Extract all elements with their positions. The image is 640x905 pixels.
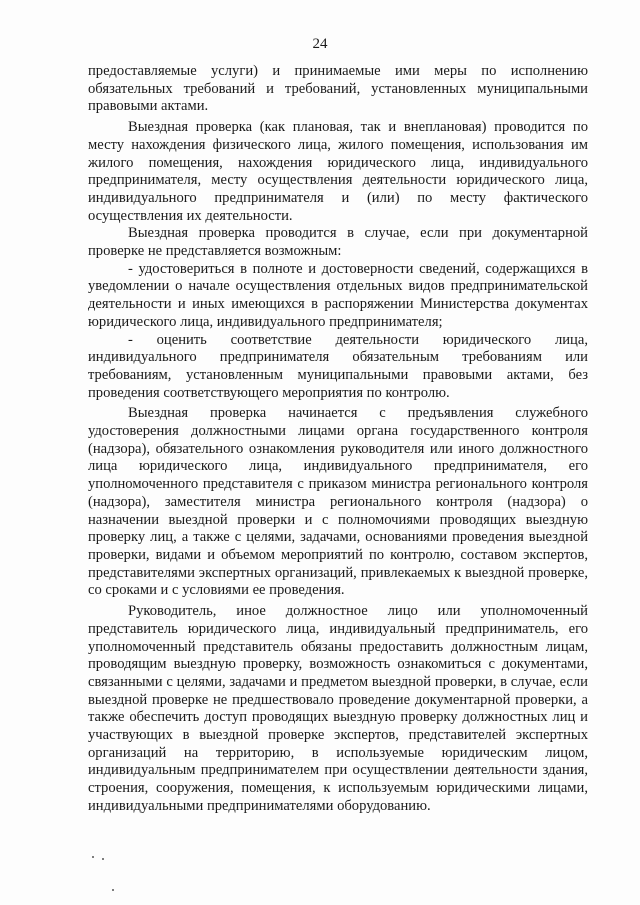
scan-speck [112,889,114,891]
scan-speck [102,858,104,860]
paragraph-3: Выездная проверка проводится в случае, если при документарной проверке не представляется возможным: [88,225,588,260]
scan-speck [92,856,94,858]
paragraph-6: Выездная проверка начинается с предъявления служебного удостоверения должностными лицами органа государственного контроля (надзора), обязательного ознакомления руководителя или иного должностного лица юридического лица, индивидуального предпринимателя, его уполномоченного представителя с приказом министра регионального контроля (надзора), заместителя министра регионального контроля (надзора) о назначении выездной проверки и с полномочиями проводящих выездную проверку лиц, а также с целями, задачами, основаниями проведения выездной проверки, видами и объемом мероприятий по контролю, составом экспертов, представителями экспертных организаций, привлекаемых к выездной проверке, со сроками и с условиями ее проведения. [88,405,588,599]
paragraph-1: предоставляемые услуги) и принимаемые ими меры по исполнению обязательных требований и требований, установленных муниципальными правовыми актами. [88,63,588,115]
paragraph-4: - удостовериться в полноте и достоверности сведений, содержащихся в уведомлении о начале осуществления отдельных видов предпринимательской деятельности и иных имеющихся в распоряжении Министерства документах юридического лица, индивидуального предпринимателя; [88,260,588,330]
paragraph-7: Руководитель, иное должностное лицо или уполномоченный представитель юридического лица, индивидуальный предприниматель, его уполномоченный представитель обязаны предоставить должностным лицам, проводящим выездную проверку, возможность ознакомиться с документами, связанными с целями, задачами и предметом выездной проверки, в случае, если выездной проверке не предшествовало проведение документарной проверки, а также обеспечить доступ проводящих выездную проверку должностных лиц и участвующих в выездной проверке экспертов, представителей экспертных организаций на территорию, в используемые юридическим лицом, индивидуальным предпринимателем при осуществлении деятельности здания, строения, сооружения, помещения, к используемым юридическими лицами, индивидуальными предпринимателями оборудованию. [88,603,588,814]
paragraph-5: - оценить соответствие деятельности юридического лица, индивидуального предпринимателя обязательным требованиям или требованиям, установленным муниципальными правовыми актами, без проведения соответствующего мероприятия по контролю. [88,331,588,401]
paragraph-2: Выездная проверка (как плановая, так и внеплановая) проводится по месту нахождения физического лица, жилого помещения, использования им жилого помещения, нахождения юридического лица, индивидуального предпринимателя, месту осуществления деятельности юридического лица, индивидуального предпринимателя и (или) по месту фактического осуществления их деятельности. [88,119,588,224]
document-body [88,63,588,816]
page-number: 24 [312,36,328,52]
